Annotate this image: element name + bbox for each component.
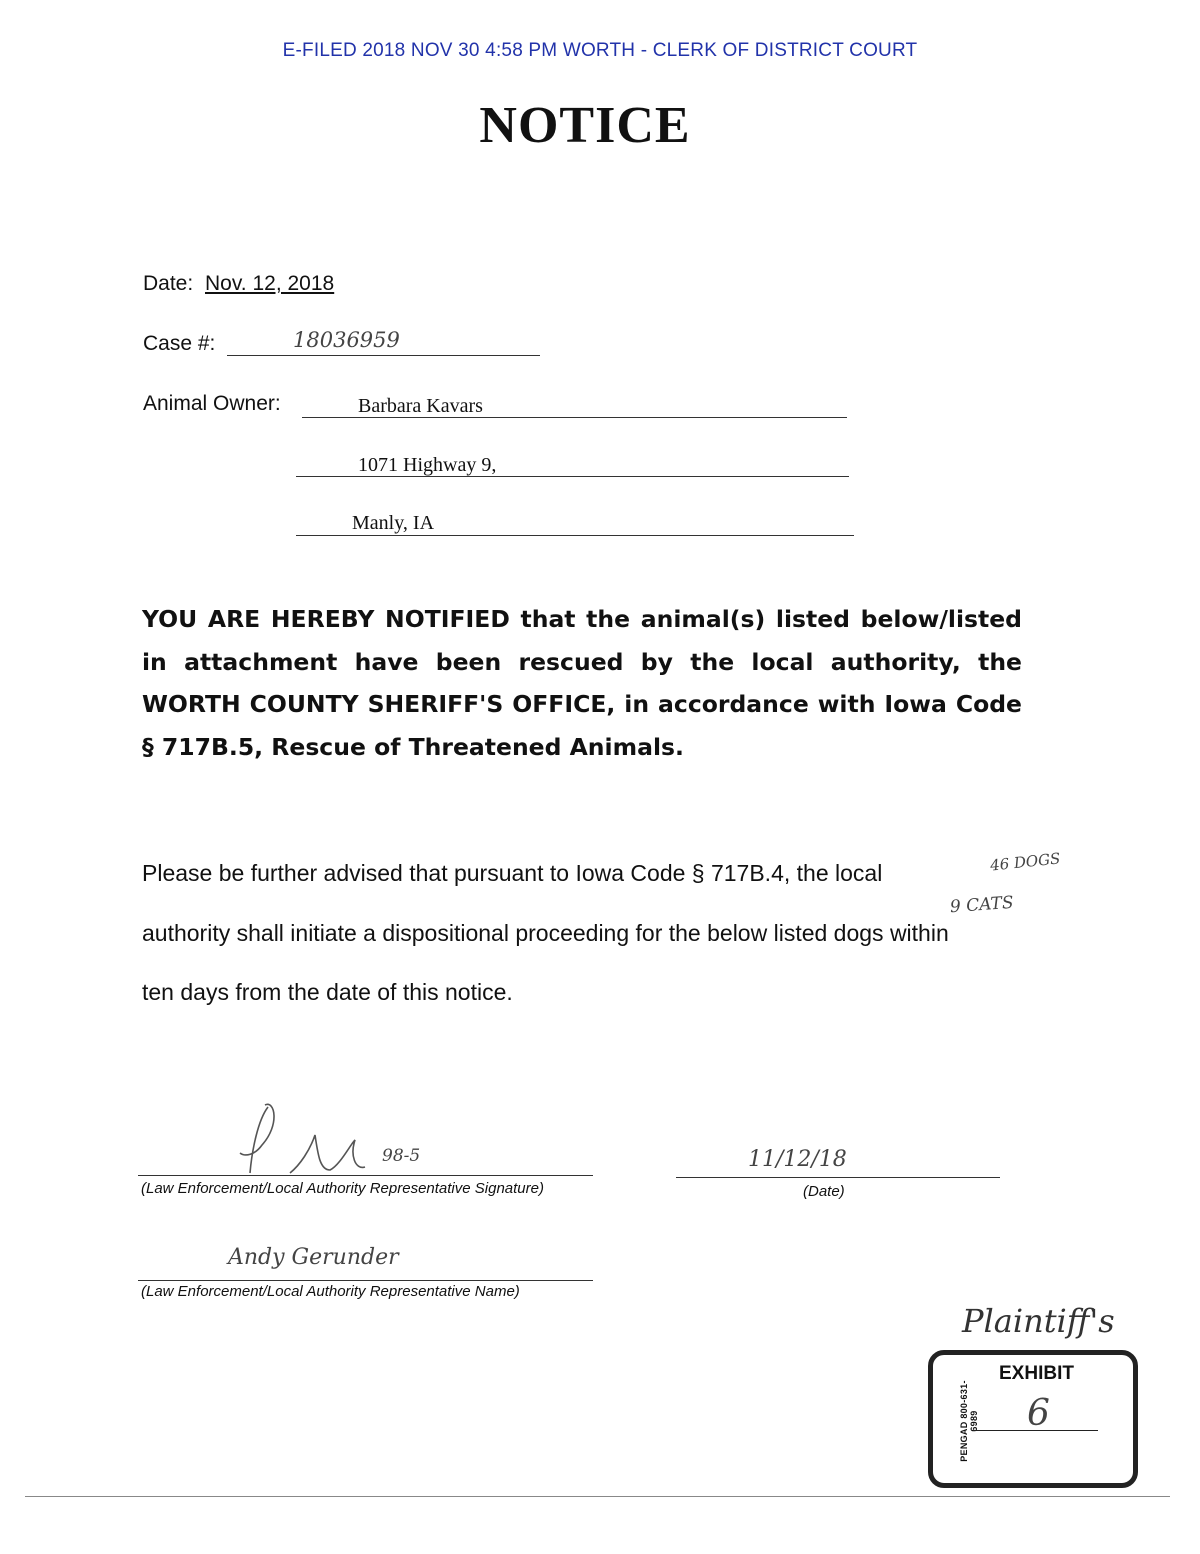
advisory-line-2: authority shall initiate a dispositional proceeding for the below listed dogs within xyxy=(142,920,949,946)
case-line xyxy=(227,355,540,356)
case-label: Case #: xyxy=(143,332,216,355)
bottom-rule xyxy=(25,1496,1170,1497)
name-line xyxy=(138,1280,593,1281)
owner-name-line xyxy=(302,417,847,418)
exhibit-number: 6 xyxy=(1027,1393,1050,1434)
owner-name: Barbara Kavars xyxy=(358,395,483,417)
owner-address-2: Manly, IA xyxy=(352,512,435,534)
efiled-header: E-FILED 2018 NOV 30 4:58 PM WORTH - CLERK OF DISTRICT COURT xyxy=(282,40,918,61)
advisory-line-3: ten days from the date of this notice. xyxy=(142,979,513,1005)
exhibit-number-line xyxy=(973,1430,1098,1431)
notice-paragraph: YOU ARE HEREBY NOTIFIED that the animal(s) listed below/listed in attachment have been rescued by the local authority, the WORTH COUNTY SHERIFF'S OFFICE, in accordance with Iowa Code § 717B.5, Rescue of Threatened Animals. xyxy=(142,605,1022,761)
officer-name-handwritten: Andy Gerunder xyxy=(228,1245,399,1270)
officer-signature xyxy=(230,1095,390,1180)
date-handwritten: 11/12/18 xyxy=(748,1147,847,1172)
owner-address-1-line xyxy=(296,476,849,477)
page-title: NOTICE xyxy=(479,97,691,154)
name-caption: (Law Enforcement/Local Authority Representative Name) xyxy=(141,1283,520,1300)
case-number-handwritten: 18036959 xyxy=(293,328,400,352)
advisory-line-1: Please be further advised that pursuant to Iowa Code § 717B.4, the local xyxy=(142,860,883,886)
exhibit-title: EXHIBIT xyxy=(999,1363,1074,1384)
date-caption: (Date) xyxy=(803,1183,845,1200)
exhibit-vendor: PENGAD 800-631-6989 xyxy=(959,1380,979,1462)
owner-address-1: 1071 Highway 9, xyxy=(358,454,497,476)
date-value: Nov. 12, 2018 xyxy=(205,272,335,295)
badge-number: 98-5 xyxy=(382,1146,421,1166)
exhibit-handwritten-label: Plaintiff's xyxy=(962,1302,1115,1340)
signature-caption: (Law Enforcement/Local Authority Representative Signature) xyxy=(141,1180,544,1197)
signature-line xyxy=(138,1175,593,1176)
date-line xyxy=(676,1177,1000,1178)
margin-note-cats: 9 CATS xyxy=(949,892,1015,918)
owner-label: Animal Owner: xyxy=(143,392,281,415)
exhibit-stamp xyxy=(928,1350,1138,1488)
date-label: Date: xyxy=(143,272,194,295)
owner-address-2-line xyxy=(296,535,854,536)
margin-note-dogs: 46 DOGS xyxy=(989,849,1062,875)
